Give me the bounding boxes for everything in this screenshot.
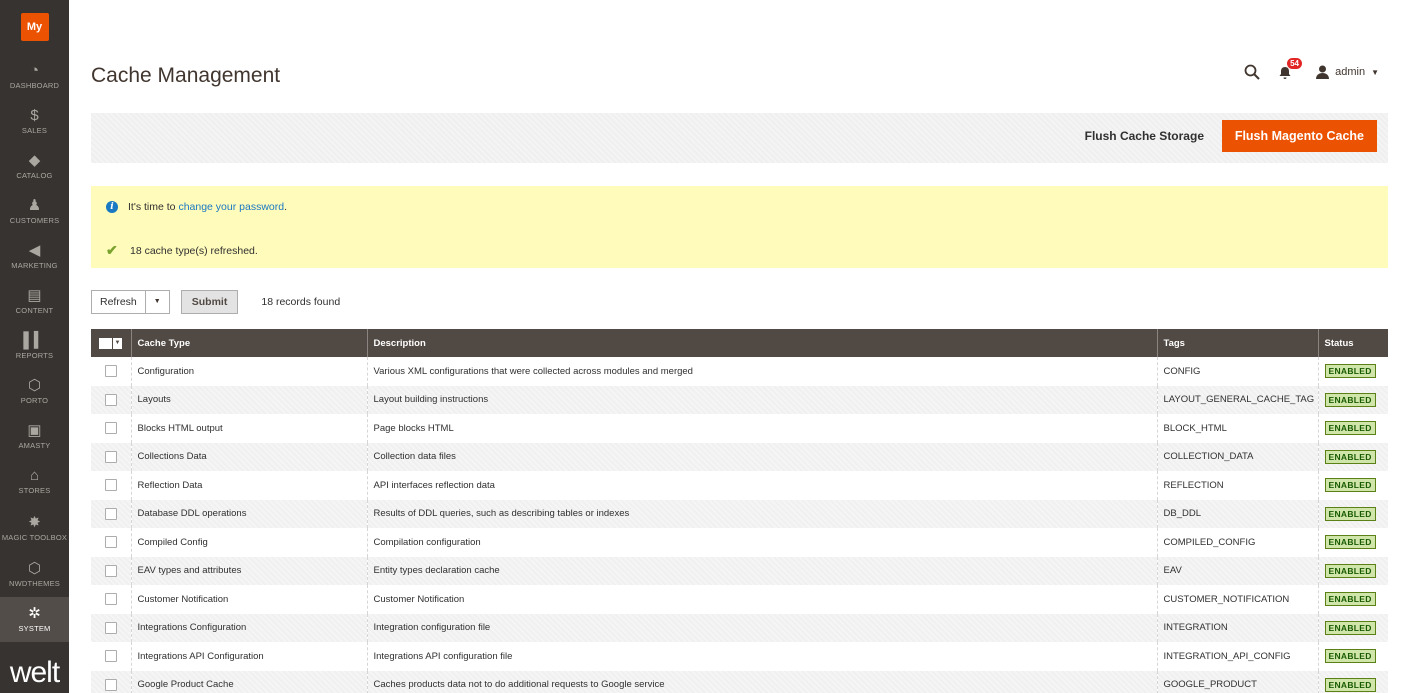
row-checkbox[interactable] (105, 650, 117, 662)
row-checkbox[interactable] (105, 565, 117, 577)
tags-cell: DB_DDL (1157, 500, 1318, 529)
table-row (91, 471, 1388, 500)
sidebar-menu (0, 54, 69, 642)
tags-cell: REFLECTION (1157, 471, 1318, 500)
sidebar-item-label: AMASTY (18, 441, 51, 450)
status-badge: ENABLED (1325, 564, 1376, 578)
status-cell (1318, 443, 1388, 472)
row-checkbox[interactable] (105, 451, 117, 463)
success-message-text: 18 cache type(s) refreshed. (130, 244, 258, 257)
messages-panel (91, 186, 1388, 268)
status-badge: ENABLED (1325, 364, 1376, 378)
description-cell: Results of DDL queries, such as describing tables or indexes (367, 500, 1157, 529)
header-actions (1244, 59, 1379, 80)
row-select-cell (91, 528, 131, 557)
row-select-cell (91, 357, 131, 386)
mass-action-select[interactable] (91, 290, 170, 314)
status-cell (1318, 614, 1388, 643)
description-cell: Compilation configuration (367, 528, 1157, 557)
info-icon: i (106, 201, 118, 213)
status-badge: ENABLED (1325, 649, 1376, 663)
sidebar-item-label: STORES (18, 486, 51, 495)
cache-type-cell: Integrations Configuration (131, 614, 367, 643)
chevron-down-icon: ▼ (1371, 67, 1379, 77)
row-select-cell (91, 671, 131, 693)
status-cell (1318, 414, 1388, 443)
row-select-cell (91, 414, 131, 443)
tags-cell: GOOGLE_PRODUCT (1157, 671, 1318, 693)
cache-type-cell: EAV types and attributes (131, 557, 367, 586)
person-icon: ♟ (27, 197, 42, 214)
hexagon-icon: ⬡ (27, 377, 42, 394)
cache-type-cell: Google Product Cache (131, 671, 367, 693)
submit-button[interactable]: Submit (181, 290, 239, 314)
row-checkbox[interactable] (105, 422, 117, 434)
cache-type-cell: Collections Data (131, 443, 367, 472)
mass-select-checkbox[interactable] (99, 338, 112, 349)
column-header-status: Status (1318, 329, 1388, 357)
sidebar-item-stores[interactable] (0, 459, 69, 504)
description-cell: Caches products data not to do additional requests to Google service (367, 671, 1157, 693)
sidebar-item-label: MARKETING (11, 261, 58, 270)
notifications-button[interactable] (1278, 59, 1300, 80)
sidebar-item-label: SYSTEM (18, 624, 51, 633)
info-message (106, 201, 287, 213)
status-badge: ENABLED (1325, 393, 1376, 407)
status-badge: ENABLED (1325, 478, 1376, 492)
change-password-link[interactable]: change your password (178, 201, 285, 213)
description-cell: Page blocks HTML (367, 414, 1157, 443)
column-header-description: Description (367, 329, 1157, 357)
amasty-icon: ▣ (27, 422, 42, 439)
row-checkbox[interactable] (105, 394, 117, 406)
store-icon: ⌂ (29, 467, 40, 484)
row-select-cell (91, 471, 131, 500)
gear-icon: ✲ (28, 605, 41, 622)
chevron-down-icon[interactable]: ▼ (145, 291, 169, 313)
mass-select-control[interactable] (99, 338, 125, 349)
status-cell (1318, 471, 1388, 500)
row-select-cell (91, 585, 131, 614)
cache-type-cell: Integrations API Configuration (131, 642, 367, 671)
sidebar-item-system[interactable] (0, 597, 69, 642)
grid-toolbar (91, 290, 340, 314)
description-cell: Entity types declaration cache (367, 557, 1157, 586)
sidebar-item-marketing[interactable] (0, 234, 69, 279)
megaphone-icon: ◀ (28, 242, 41, 259)
tags-cell: LAYOUT_GENERAL_CACHE_TAG (1157, 386, 1318, 415)
description-cell: Layout building instructions (367, 386, 1157, 415)
description-cell: API interfaces reflection data (367, 471, 1157, 500)
logo-icon: My (21, 13, 49, 41)
info-message-text (128, 201, 287, 213)
sidebar-item-label: CATALOG (16, 171, 53, 180)
status-cell (1318, 671, 1388, 693)
column-header-cache-type: Cache Type (131, 329, 367, 357)
status-cell (1318, 557, 1388, 586)
notifications-count: 54 (1287, 58, 1302, 69)
sidebar-item-porto[interactable] (0, 369, 69, 414)
admin-sidebar (0, 0, 69, 693)
description-cell: Various XML configurations that were collected across modules and merged (367, 357, 1157, 386)
row-select-cell (91, 500, 131, 529)
row-checkbox[interactable] (105, 622, 117, 634)
description-cell: Integrations API configuration file (367, 642, 1157, 671)
user-icon (1316, 65, 1329, 79)
table-row (91, 671, 1388, 693)
flush-cache-storage-button[interactable]: Flush Cache Storage (1084, 129, 1204, 143)
table-row (91, 642, 1388, 671)
sidebar-item-sales[interactable] (0, 99, 69, 144)
description-cell: Customer Notification (367, 585, 1157, 614)
table-row (91, 386, 1388, 415)
sidebar-item-label: CONTENT (15, 306, 54, 315)
status-cell (1318, 357, 1388, 386)
table-row (91, 500, 1388, 529)
sidebar-item-nwdthemes[interactable] (0, 552, 69, 597)
logo[interactable] (0, 0, 69, 54)
table-row (91, 357, 1388, 386)
tags-cell: COMPILED_CONFIG (1157, 528, 1318, 557)
row-select-cell (91, 386, 131, 415)
user-name: admin (1335, 66, 1366, 78)
table-row (91, 557, 1388, 586)
status-badge: ENABLED (1325, 507, 1376, 521)
records-count: 18 records found (261, 296, 341, 308)
bar-chart-icon: ▌▍ (23, 332, 46, 349)
status-badge: ENABLED (1325, 678, 1376, 692)
cache-grid (91, 329, 1388, 693)
tags-cell: BLOCK_HTML (1157, 414, 1318, 443)
sidebar-item-label: DASHBOARD (9, 81, 60, 90)
row-select-cell (91, 557, 131, 586)
status-cell (1318, 585, 1388, 614)
description-cell: Integration configuration file (367, 614, 1157, 643)
user-menu[interactable] (1316, 65, 1379, 79)
cache-type-cell: Configuration (131, 357, 367, 386)
hexagon-icon: ⬡ (27, 560, 42, 577)
status-cell (1318, 386, 1388, 415)
status-badge: ENABLED (1325, 535, 1376, 549)
column-header-tags: Tags (1157, 329, 1318, 357)
info-suffix: . (284, 201, 288, 213)
cache-type-cell: Compiled Config (131, 528, 367, 557)
cache-type-cell: Layouts (131, 386, 367, 415)
table-row (91, 585, 1388, 614)
table-row (91, 528, 1388, 557)
row-checkbox[interactable] (105, 365, 117, 377)
row-checkbox[interactable] (105, 508, 117, 520)
tags-cell: CONFIG (1157, 357, 1318, 386)
row-checkbox[interactable] (105, 536, 117, 548)
status-badge: ENABLED (1325, 592, 1376, 606)
sidebar-item-label: CUSTOMERS (9, 216, 60, 225)
success-message (106, 242, 258, 259)
status-badge: ENABLED (1325, 421, 1376, 435)
search-icon[interactable] (1244, 64, 1260, 80)
tags-cell: EAV (1157, 557, 1318, 586)
page-actions-bar (91, 113, 1388, 163)
sidebar-item-customers[interactable] (0, 189, 69, 234)
cache-type-cell: Customer Notification (131, 585, 367, 614)
description-cell: Collection data files (367, 443, 1157, 472)
grid-body (91, 357, 1388, 693)
sidebar-item-reports[interactable] (0, 324, 69, 369)
tags-cell: CUSTOMER_NOTIFICATION (1157, 585, 1318, 614)
info-prefix: It's time to (128, 201, 179, 213)
row-select-cell (91, 642, 131, 671)
grid-header-row (91, 329, 1388, 357)
page-title: Cache Management (91, 64, 281, 87)
cache-type-cell: Blocks HTML output (131, 414, 367, 443)
cache-type-cell: Reflection Data (131, 471, 367, 500)
row-checkbox[interactable] (105, 479, 117, 491)
cache-type-cell: Database DDL operations (131, 500, 367, 529)
status-cell (1318, 642, 1388, 671)
sidebar-item-amasty[interactable] (0, 414, 69, 459)
flush-magento-cache-button[interactable]: Flush Magento Cache (1222, 120, 1377, 152)
mass-action-value: Refresh (100, 296, 137, 308)
sidebar-item-label: NWDTHEMES (9, 579, 60, 588)
status-cell (1318, 500, 1388, 529)
status-badge: ENABLED (1325, 621, 1376, 635)
sidebar-item-magic-toolbox[interactable] (0, 504, 69, 552)
dollar-icon: $ (30, 107, 39, 124)
status-badge: ENABLED (1325, 450, 1376, 464)
tags-cell: COLLECTION_DATA (1157, 443, 1318, 472)
tags-cell: INTEGRATION (1157, 614, 1318, 643)
table-row (91, 443, 1388, 472)
row-checkbox[interactable] (105, 593, 117, 605)
brand-logo: welt (9, 656, 60, 689)
cube-icon: ◆ (28, 152, 41, 169)
row-select-cell (91, 614, 131, 643)
sidebar-item-catalog[interactable] (0, 144, 69, 189)
sidebar-item-label: REPORTS (15, 351, 54, 360)
sidebar-item-label: MAGIC TOOLBOX (1, 532, 68, 542)
row-checkbox[interactable] (105, 679, 117, 691)
dashboard-icon: ◔ (29, 62, 40, 79)
sidebar-item-dashboard[interactable] (0, 54, 69, 99)
tags-cell: INTEGRATION_API_CONFIG (1157, 642, 1318, 671)
magic-icon: ✸ (28, 513, 41, 531)
sidebar-item-label: SALES (21, 126, 48, 135)
checkmark-icon: ✔ (106, 242, 118, 258)
table-row (91, 414, 1388, 443)
sidebar-item-content[interactable] (0, 279, 69, 324)
status-cell (1318, 528, 1388, 557)
chevron-down-icon[interactable]: ▼ (112, 338, 122, 349)
content-icon: ▤ (27, 287, 42, 304)
sidebar-item-label: PORTO (20, 396, 49, 405)
mass-select-header (91, 329, 131, 357)
row-select-cell (91, 443, 131, 472)
table-row (91, 614, 1388, 643)
